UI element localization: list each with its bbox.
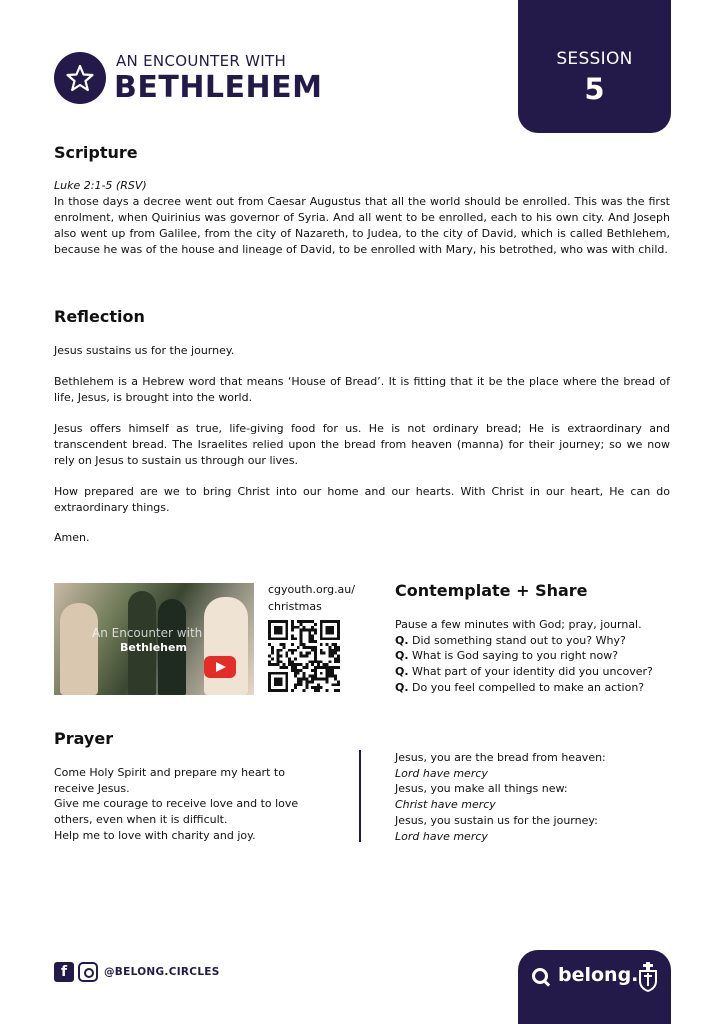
video-thumbnail[interactable]: [54, 583, 254, 695]
contemplate-intro: Pause a few minutes with God; pray, journal.: [395, 618, 642, 631]
prayer-litany: [395, 750, 695, 844]
instagram-icon[interactable]: [78, 962, 98, 982]
link-line2: christmas: [268, 600, 322, 613]
contemplate-list: [395, 617, 685, 696]
scripture-heading: Scripture: [54, 143, 138, 162]
question-item: [395, 633, 685, 649]
question-item: [395, 664, 685, 680]
reflection-paragraph: Jesus sustains us for the journey.: [54, 344, 235, 357]
question-item: [395, 680, 685, 696]
reflection-paragraph: Amen.: [54, 531, 90, 544]
video-title-line2: Bethlehem: [120, 641, 187, 654]
question-item: [395, 648, 685, 664]
statue-figure: [204, 597, 248, 695]
belong-brand: belong.: [558, 964, 639, 986]
prayer-line: Come Holy Spirit and prepare my heart to: [54, 766, 285, 779]
youtube-play-icon[interactable]: [204, 656, 236, 678]
prayer-left: [54, 765, 344, 844]
question-text: Did something stand out to you? Why?: [412, 633, 626, 647]
qr-code-icon[interactable]: [268, 620, 340, 692]
header-subtitle: AN ENCOUNTER WITH: [116, 52, 287, 70]
social-handle[interactable]: @BELONG.CIRCLES: [104, 966, 220, 978]
scripture-text: In those days a decree went out from Caesar Augustus that all the world should be enrolled. This was the first enrolment, when Quirinius was governor of Syria. And all went to be enrolled, each to his own city. And Joseph also went up from Galilee, from the city of Nazareth, to Judea, to the city of David, which is called Bethlehem, because he was of the house and lineage of David, to be enrolled with Mary, his betrothed, who was with child.: [54, 195, 670, 256]
contemplate-heading: Contemplate + Share: [395, 581, 588, 600]
video-title-line1: An Encounter with: [92, 626, 203, 640]
prayer-heading: Prayer: [54, 729, 114, 748]
litany-line: Jesus, you make all things new:: [395, 782, 568, 796]
prayer-line: Give me courage to receive love and to love: [54, 797, 299, 811]
belong-logo-icon: [532, 968, 548, 984]
litany-response: Lord have mercy: [395, 829, 488, 843]
reflection-paragraph: Jesus offers himself as true, life-giving food for us. He is not ordinary bread; He is extraordinary and transcendent bread. The Israelites relied upon the bread from heaven (manna) for their journey; so we now rely on Jesus to sustain us through our lives.: [54, 422, 670, 467]
star-icon: [66, 64, 94, 92]
q-label: Q.: [395, 680, 409, 694]
litany-line: Jesus, you are the bread from heaven:: [395, 751, 606, 764]
link-line1: cgyouth.org.au/: [268, 583, 355, 596]
litany-line: Jesus, you sustain us for the journey:: [395, 813, 598, 827]
prayer-line: Help me to love with charity and joy.: [54, 828, 256, 842]
prayer-divider: [359, 750, 361, 842]
question-text: Do you feel compelled to make an action?: [412, 680, 645, 694]
statue-figure: [60, 603, 98, 695]
header-title: BETHLEHEM: [114, 70, 323, 105]
prayer-line: others, even when it is difficult.: [54, 813, 228, 827]
litany-response: Christ have mercy: [395, 798, 496, 812]
reflection-paragraph: How prepared are we to bring Christ into our home and our hearts. With Christ in our heart, He can do extraordinary things.: [54, 485, 670, 514]
session-number: 5: [584, 72, 605, 106]
q-label: Q.: [395, 633, 409, 647]
belong-logo-box: [518, 950, 671, 1024]
reflection-paragraph: Bethlehem is a Hebrew word that means ‘House of Bread’. It is fitting that it be the place where the bread of life, Jesus, is brought into the world.: [54, 375, 670, 404]
star-logo-badge: [54, 52, 106, 104]
website-link[interactable]: [268, 581, 378, 615]
scripture-reference: Luke 2:1-5 (RSV): [54, 179, 147, 192]
q-label: Q.: [395, 665, 409, 679]
social-links: [54, 962, 220, 982]
q-label: Q.: [395, 649, 409, 663]
diocese-crest-icon: [638, 962, 658, 992]
question-text: What part of your identity did you uncover?: [412, 665, 653, 679]
facebook-icon[interactable]: f: [54, 962, 74, 982]
session-box: [518, 0, 671, 133]
litany-response: Lord have mercy: [395, 766, 488, 780]
question-text: What is God saying to you right now?: [412, 649, 619, 663]
prayer-line: receive Jesus.: [54, 781, 130, 795]
session-label: SESSION: [556, 49, 633, 69]
scripture-block: [54, 178, 670, 258]
reflection-heading: Reflection: [54, 307, 145, 326]
